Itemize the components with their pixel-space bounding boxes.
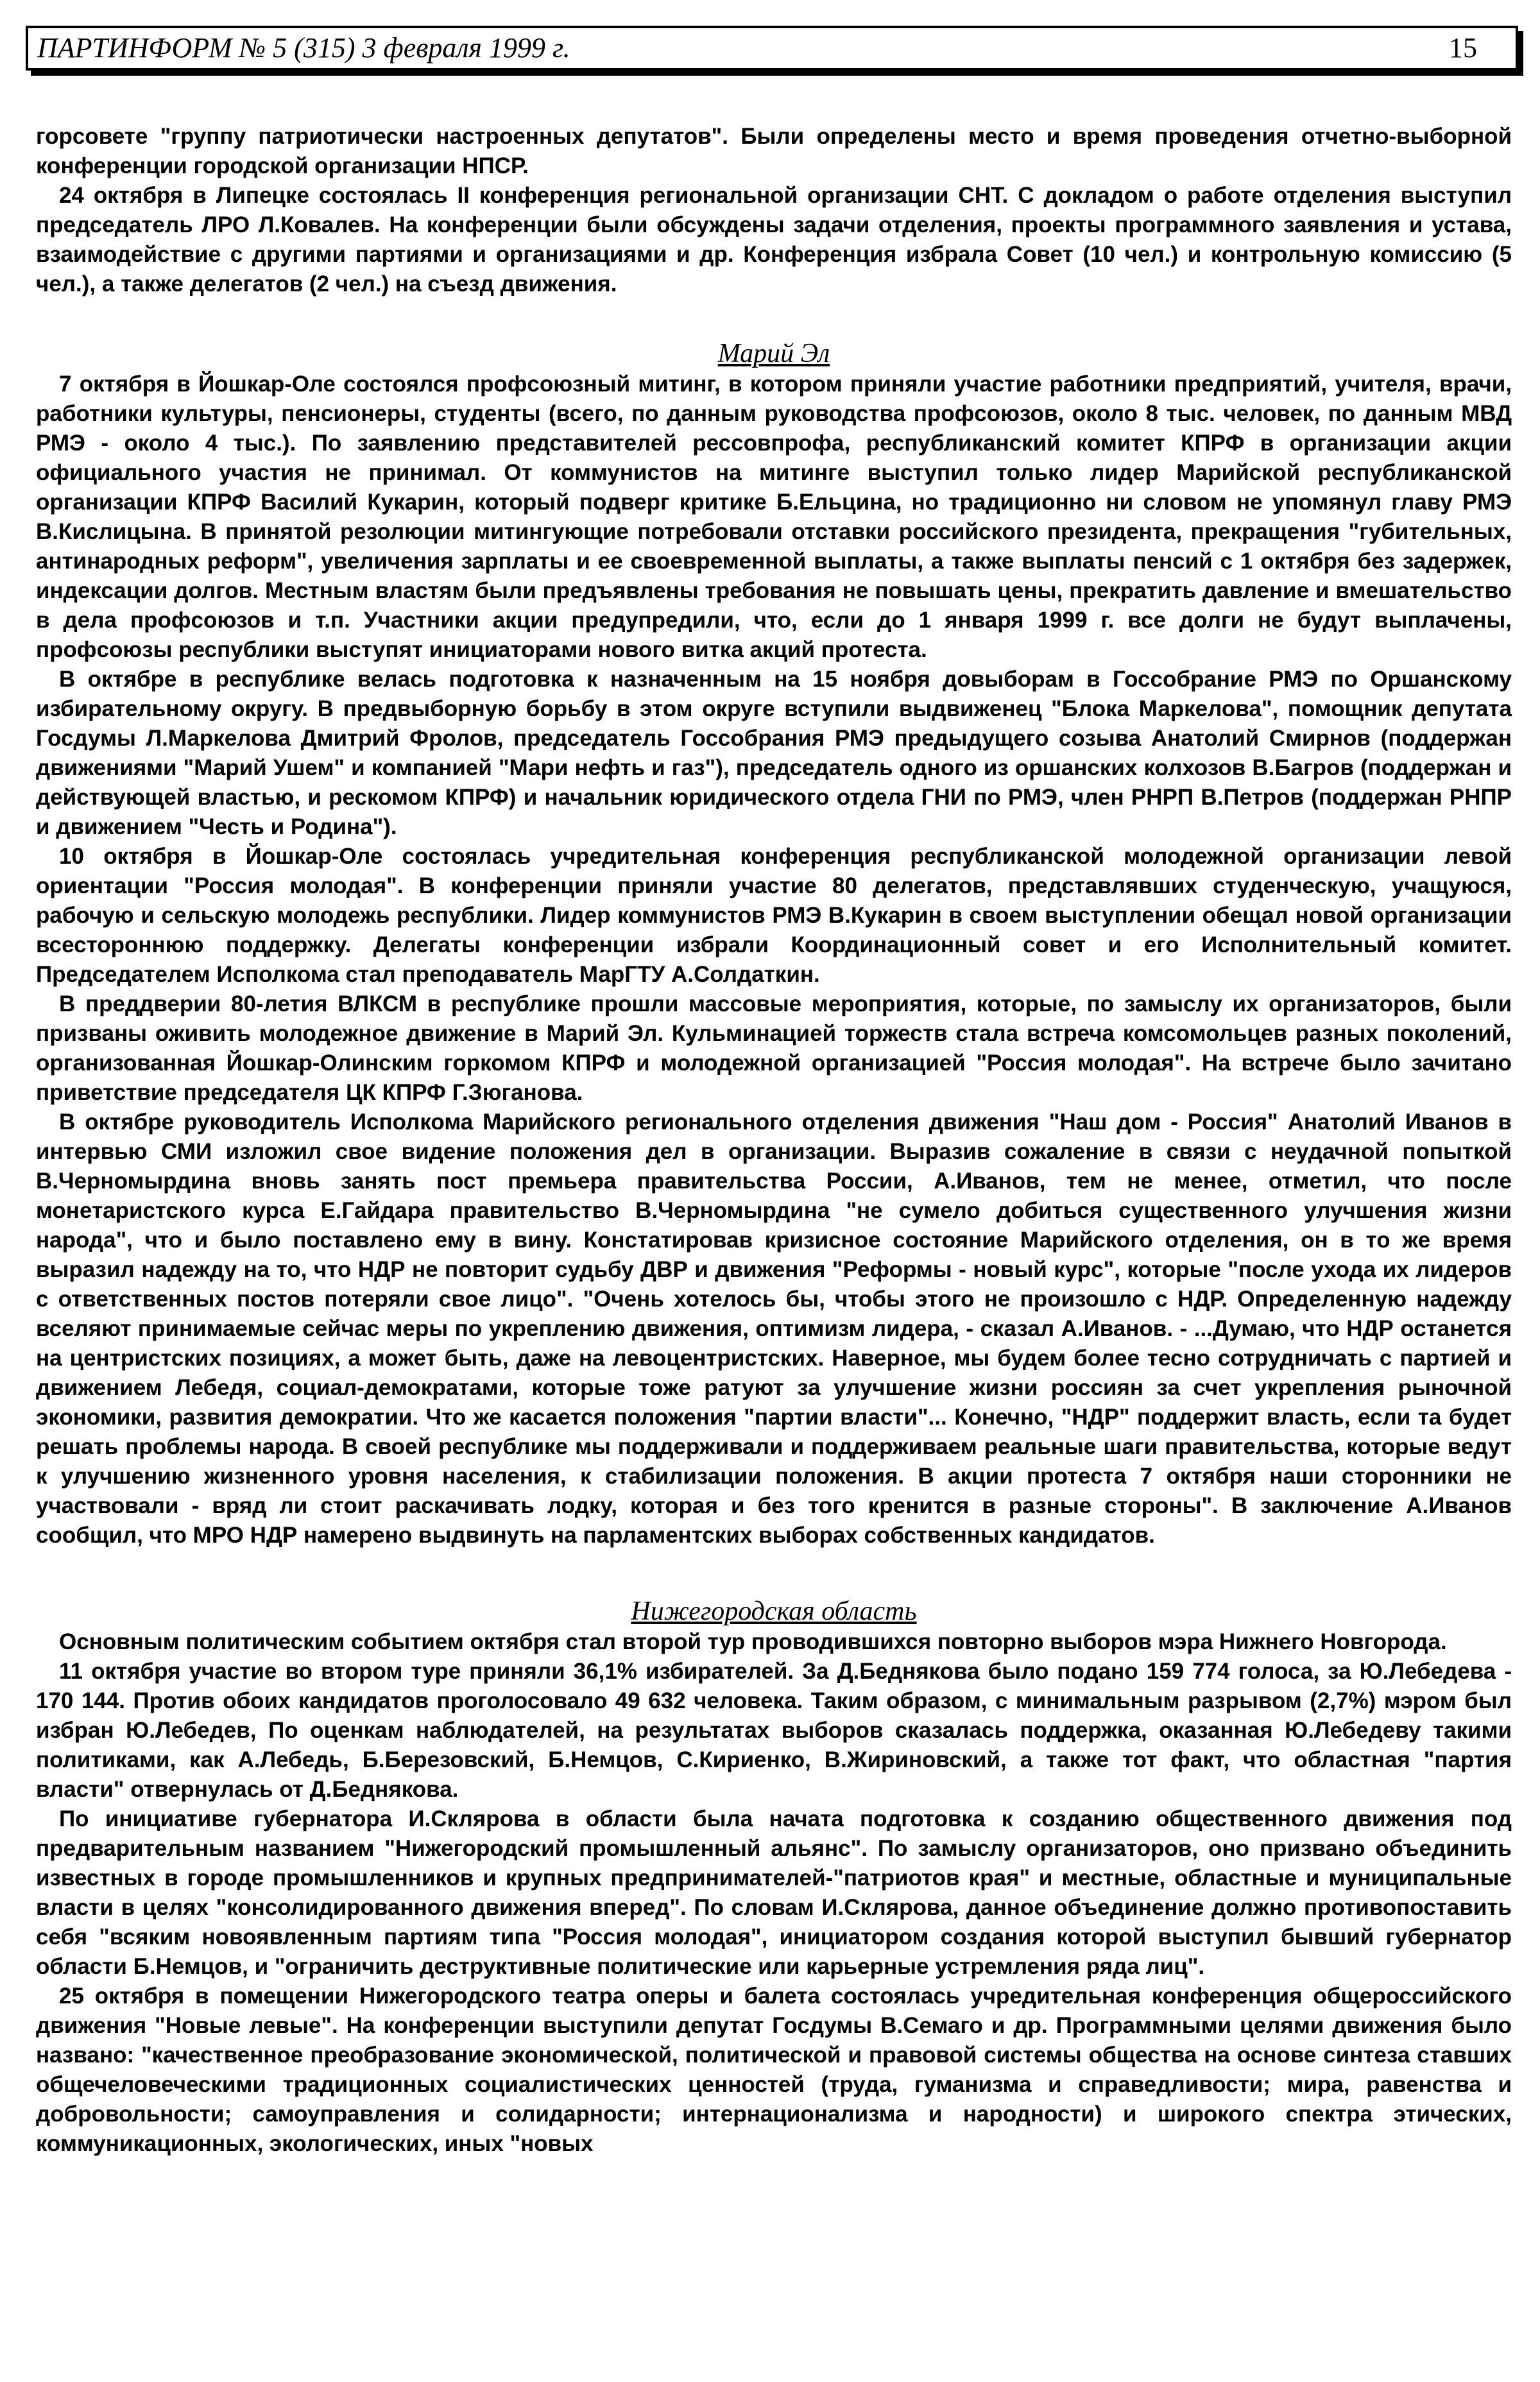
paragraph: 7 октября в Йошкар-Оле состоялся профсоюзный митинг, в котором приняли участие работники предприятий, учителя, врачи, работники культуры, пенсионеры, студенты (всего, по данным руководства профсоюзов, около 8 тыс. человек, по данным МВД РМЭ - около 4 тыс.). По заявлению представителей рессовпрофа, республиканский комитет КПРФ в организации акции официального участия не принимал. От коммунистов на митинге выступил только лидер Марийской республиканской организации КПРФ Василий Кукарин, который подверг критике Б.Ельцина, но традиционно ни словом не упомянул главу РМЭ В.Кислицына. В принятой резолюции митингующие потребовали отставки российского президента, прекращения "губительных, антинародных реформ", увеличения зарплаты и ее своевременной выплаты, а также выплаты пенсий с 1 октября без задержек, индексации долгов. Местным властям были предъявлены требования не повышать цены, прекратить давление и вмешательство в дела профсоюзов и т.п. Участники акции предупредили, что, если до 1 января 1999 г. все долги не будут выплачены, профсоюзы республики выступят инициаторами нового витка акций протеста. xyxy=(36,372,1512,662)
paragraph: В преддверии 80-летия ВЛКСМ в республике прошли массовые мероприятия, которые, по замыслу их организаторов, были призваны оживить молодежное движение в Марий Эл. Кульминацией торжеств стала встреча комсомольцев разных поколений, организованная Йошкар-Олинским горкомом КПРФ и молодежной организацией "Россия молодая". На встрече было зачитано приветствие председателя ЦК КПРФ Г.Зюганова. xyxy=(36,991,1512,1105)
paragraph: Основным политическим событием октября стал второй тур проводившихся повторно выборов мэра Нижнего Новгорода. xyxy=(59,1629,1447,1654)
paragraph: В октябре руководитель Исполкома Марийского регионального отделения движения "Наш дом - Россия" Анатолий Иванов в интервью СМИ изложил свое видение положения дел в организации. Выразив сожаление в связи с неудачной попыткой В.Черномырдина вновь занять пост премьера правительства России, А.Иванов, тем не менее, отметил, что после монетаристского курса Е.Гайдара правительство В.Черномырдина "не сумело добиться существенного улучшения жизни народа", что и было поставлено ему в вину. Констатировав кризисное состояние Марийского отделения, он в то же время выразил надежду на то, что НДР не повторит судьбу ДВР и движения "Реформы - новый курс", которые "после ухода их лидеров с ответственных постов потеряли свое лицо". "Очень хотелось бы, чтобы этого не произошло с НДР. Определенную надежду вселяют принимаемые сейчас меры по укреплению движения, оптимизм лидера, - сказал А.Иванов. - ...Думаю, что НДР останется на центристских позициях, а может быть, даже на левоцентристских. Наверное, мы будем более тесно сотрудничать с партией и движением Лебедя, социал-демократами, которые тоже ратуют за улучшение жизни россиян за счет укрепления рыночной экономики, развития демократии. Что же касается положения "партии власти"... Конечно, "НДР" поддержит власть, если та будет решать проблемы народа. В своей республике мы поддерживали и поддерживаем реальные шаги правительства, которые ведут к улучшению жизненного уровня населения, к стабилизации положения. В акции протеста 7 октября наши сторонники не участвовали - вряд ли стоит раскачивать лодку, которая и без того кренится в разные стороны". В заключение А.Иванов сообщил, что МРО НДР намерено выдвинуть на парламентских выборах собственных кандидатов. xyxy=(36,1110,1512,1548)
paragraph: 24 октября в Липецке состоялась II конференция региональной организации СНТ. С докладом о работе отделения выступил председатель ЛРО Л.Ковалев. На конференции были обсуждены задачи отделения, проекты программного заявления и устава, взаимодействие с другими партиями и организациями и др. Конференция избрала Совет (10 чел.) и контрольную комиссию (5 чел.), а также делегатов (2 чел.) на съезд движения. xyxy=(36,183,1512,296)
paragraph: По инициативе губернатора И.Склярова в области была начата подготовка к созданию общественного движения под предварительным названием "Нижегородский промышленный альянс". По замыслу организаторов, оно призвано объединить известных в городе промышленников и крупных предпринимателей-"патриотов края" и местные, областные и муниципальные власти в целях "консолидированного движения вперед". По словам И.Склярова, данное объединение должно противопоставить себя "всяким новоявленным партиям типа "Россия молодая", инициатором создания которой выступил бывший губернатор области Б.Немцов, и "ограничить деструктивные политические или карьерные устремления ряда лиц". xyxy=(36,1806,1512,1979)
section-heading-nizhny-novgorod: Нижегородская область xyxy=(631,1597,917,1626)
section-heading-mari-el: Марий Эл xyxy=(717,339,830,368)
paragraph: В октябре в республике велась подготовка к назначенным на 15 ноября довыборам в Госсобрание РМЭ по Оршанскому избирательному округу. В предвыборную борьбу в этом округе вступили выдвиженец "Блока Маркелова", помощник депутата Госдумы Л.Маркелова Дмитрий Фролов, председатель Госсобрания РМЭ предыдущего созыва Анатолий Смирнов (поддержан движениями "Марий Ушем" и компанией "Мари нефть и газ"), председатель одного из оршанских колхозов В.Багров (поддержан и действующей властью, и рескомом КПРФ) и начальник юридического отдела ГНИ по РМЭ, член РНРП В.Петров (поддержан РНПР и движением "Честь и Родина"). xyxy=(36,667,1512,839)
paragraph: 25 октября в помещении Нижегородского театра оперы и балета состоялась учредительная конференция общероссийского движения "Новые левые". На конференции выступили депутат Госдумы В.Семаго и др. Программными целями движения было названо: "качественное преобразование экономической, политической и правовой системы общества на основе синтеза ставших общечеловеческими традиционных социалистических ценностей (труда, гуманизма и справедливости; мира, равенства и добровольности; самоуправления и солидарности; интернационализма и народности) и широкого спектра этических, коммуникационных, экологических, иных "новых xyxy=(36,1984,1512,2156)
publication-title: ПАРТИНФОРМ № 5 (315) 3 февраля 1999 г. xyxy=(37,32,570,64)
article-body xyxy=(36,122,1512,2159)
page-header xyxy=(26,26,1518,71)
page-number: 15 xyxy=(1449,32,1477,64)
paragraph: 10 октября в Йошкар-Оле состоялась учредительная конференция республиканской молодежной организации левой ориентации "Россия молодая". В конференции приняли участие 80 делегатов, представлявших студенческую, учащуюся, рабочую и сельскую молодежь республики. Лидер коммунистов РМЭ В.Кукарин в своем выступлении обещал новой организации всестороннюю поддержку. Делегаты конференции избрали Координационный совет и его Исполнительный комитет. Председателем Исполкома стал преподаватель МарГТУ А.Солдаткин. xyxy=(36,844,1512,987)
paragraph: 11 октября участие во втором туре приняли 36,1% избирателей. За Д.Беднякова было подано 159 774 голоса, за Ю.Лебедева - 170 144. Против обоих кандидатов проголосовало 49 632 человека. Таким образом, с минимальным разрывом (2,7%) мэром был избран Ю.Лебедев, По оценкам наблюдателей, на результатах выборов сказалась поддержка, оказанная Ю.Лебедеву такими политиками, как А.Лебедь, Б.Березовский, Б.Немцов, С.Кириенко, В.Жириновский, а также тот факт, что областная "партия власти" отвернулась от Д.Беднякова. xyxy=(36,1659,1512,1802)
paragraph: горсовете "группу патриотически настроенных депутатов". Были определены место и время проведения отчетно-выборной конференции городской организации НПСР. xyxy=(36,124,1512,178)
